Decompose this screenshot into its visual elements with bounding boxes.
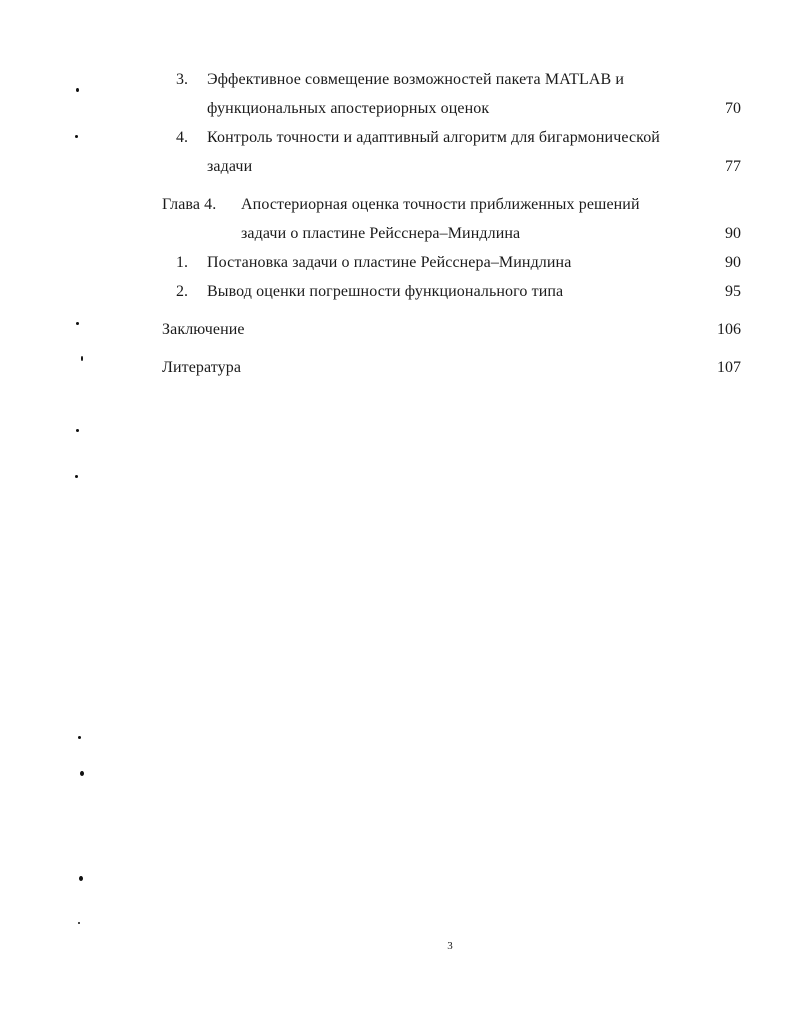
toc-ch4-section2-number: 2. [176, 283, 188, 300]
page-number: 3 [447, 940, 453, 952]
toc-chapter4-title-line2: задачи о пластине Рейсснера–Миндлина [241, 225, 521, 242]
toc-ch4-section2-title: Вывод оценки погрешности функционального типа [207, 283, 564, 300]
scan-speck [76, 88, 79, 92]
toc-item4-title-line1: Контроль точности и адаптивный алгоритм для бигармонической [207, 129, 660, 146]
toc-item3-title-line1: Эффективное совмещение возможностей пакета MATLAB и [207, 71, 625, 88]
scan-speck [81, 356, 83, 361]
toc-ch4-section2-page: 95 [725, 283, 741, 300]
scan-speck [75, 475, 78, 478]
toc-item4-page: 77 [725, 158, 741, 175]
toc-ch4-section1-page: 90 [725, 254, 741, 271]
toc-ch4-section1-number: 1. [176, 254, 188, 271]
scan-speck [76, 429, 79, 432]
scan-speck [75, 135, 78, 138]
scan-speck [80, 771, 84, 776]
toc-literature-page: 107 [717, 359, 741, 376]
scan-speck [76, 322, 79, 325]
toc-conclusion-title: Заключение [162, 321, 245, 338]
scan-speck [78, 736, 81, 739]
toc-conclusion-page: 106 [717, 321, 741, 338]
toc-item3-number: 3. [176, 71, 188, 88]
toc-literature-title: Литература [162, 359, 242, 376]
toc-chapter4-title-line1: Апостериорная оценка точности приближенных решений [241, 196, 640, 213]
scan-speck [79, 876, 83, 881]
toc-item4-title-line2: задачи [207, 158, 253, 175]
toc-ch4-section1-title: Постановка задачи о пластине Рейсснера–Миндлина [207, 254, 572, 271]
toc-item3-page: 70 [725, 100, 741, 117]
toc-chapter4-label: Глава 4. [162, 196, 217, 213]
toc-item3-title-line2: функциональных апостериорных оценок [207, 100, 490, 117]
toc-chapter4-page: 90 [725, 225, 741, 242]
toc-item4-number: 4. [176, 129, 188, 146]
scan-speck [78, 922, 80, 924]
